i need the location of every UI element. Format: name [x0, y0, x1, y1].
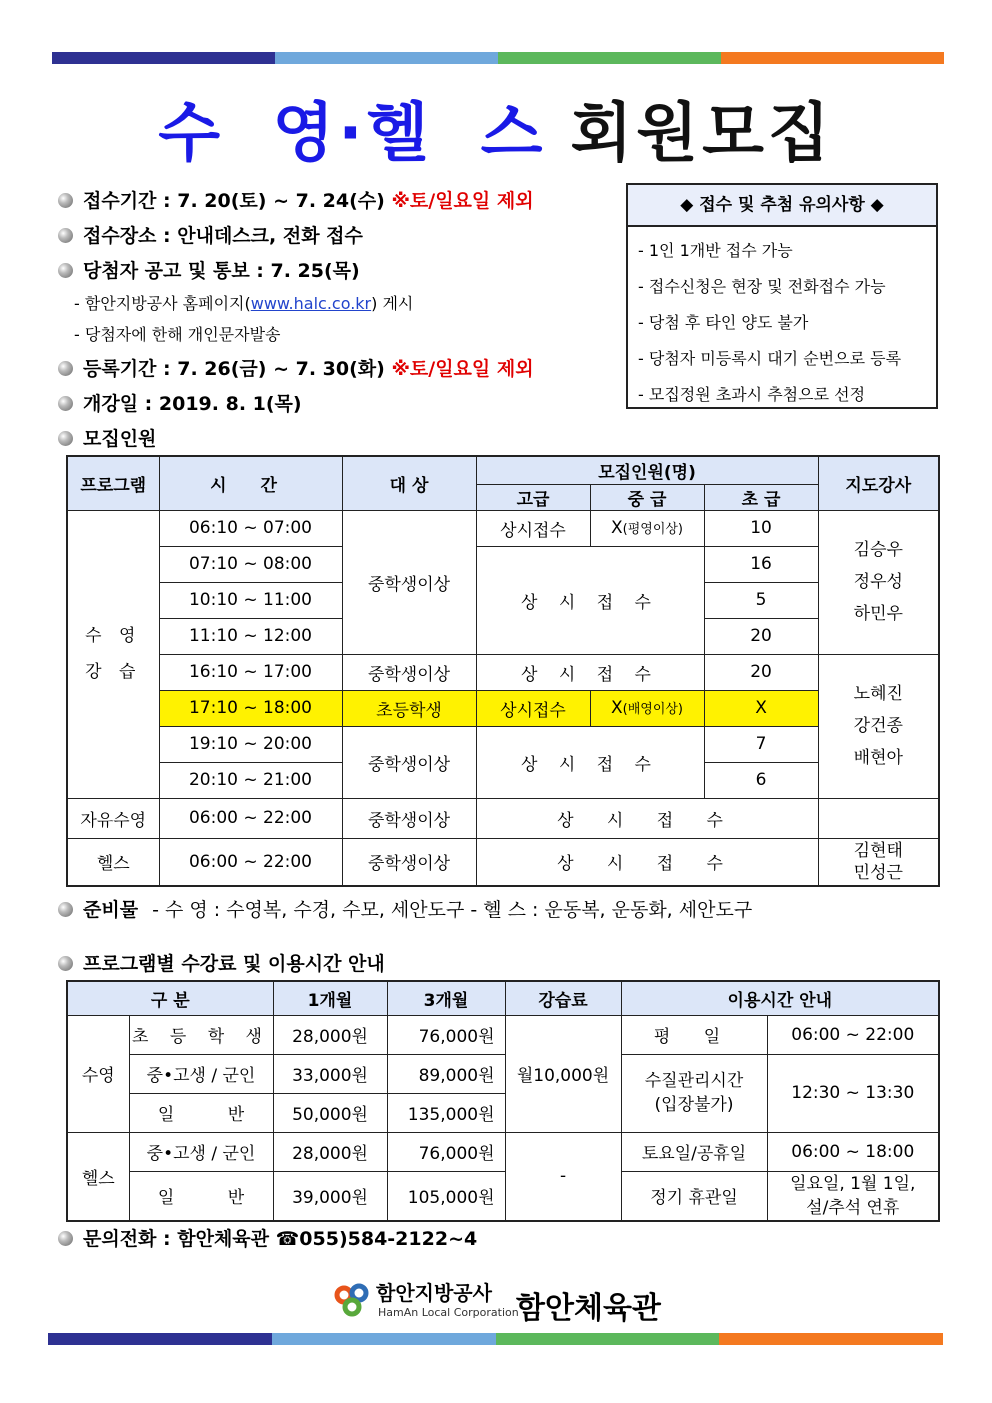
bullet-icon — [58, 263, 73, 278]
instructor-cell — [818, 798, 939, 838]
table-row — [67, 510, 939, 546]
table-row — [67, 1171, 939, 1221]
notice-item: - 당첨자 미등록시 대기 순번으로 등록 — [638, 349, 902, 368]
target-cell: 중학생이상 — [342, 838, 476, 886]
bullet-icon — [58, 396, 73, 411]
3month-cell: 105,000원 — [387, 1171, 505, 1221]
header-1month: 1개월 — [273, 981, 387, 1015]
header-program: 프로그램 — [67, 456, 159, 510]
supplies-line — [58, 895, 752, 922]
notice-item: - 모집정원 초과시 추첨으로 선정 — [638, 385, 866, 404]
homepage-link[interactable]: www.halc.co.kr — [250, 294, 372, 313]
header-instructor: 지도강사 — [818, 456, 939, 510]
title-recruitment: 회원모집 — [570, 97, 834, 171]
time-cell: 19:10 ~ 20:00 — [159, 726, 342, 762]
hours-value-cell: 06:00 ~ 18:00 — [767, 1132, 939, 1171]
instructor-cell: 노혜진 강건종 배현아 — [818, 654, 939, 798]
capacity-cell: 상 시 접 수 — [476, 838, 818, 886]
3month-cell: 76,000원 — [387, 1132, 505, 1171]
1month-cell: 39,000원 — [273, 1171, 387, 1221]
reception-place: 접수장소 : 안내데스크, 전화 접수 — [58, 221, 363, 248]
health-category-cell: 헬스 — [67, 1132, 129, 1221]
capacity-cell: 상 시 접 수 — [476, 654, 704, 690]
table-row — [67, 654, 939, 690]
header-category: 구 분 — [67, 981, 273, 1015]
lesson-fee-cell: - — [505, 1132, 621, 1221]
instructor-cell: 김승우 정우성 하민우 — [818, 510, 939, 654]
header-lesson-fee: 강습료 — [505, 981, 621, 1015]
target-cell: 중학생이상 — [342, 654, 476, 690]
header-advanced: 고급 — [476, 484, 590, 510]
capacity-cell: 상 시 접 수 — [476, 546, 704, 654]
beginner-cell: 10 — [704, 510, 818, 546]
page-title — [0, 82, 992, 174]
hours-label-cell: 평 일 — [621, 1015, 767, 1054]
beginner-cell: 20 — [704, 618, 818, 654]
3month-cell: 89,000원 — [387, 1054, 505, 1093]
recruit-heading: 모집인원 — [58, 424, 156, 451]
corporation-english-name: HamAn Local Corporation — [378, 1306, 519, 1319]
opening-day: 개강일 : 2019. 8. 1(목) — [58, 389, 302, 416]
who-cell: 중•고생 / 군인 — [129, 1132, 273, 1171]
time-cell: 11:10 ~ 12:00 — [159, 618, 342, 654]
intermediate-cell: X(평영이상) — [590, 510, 704, 546]
title-swim-health: 수 영·헬 스 — [158, 97, 547, 171]
who-cell: 일 반 — [129, 1093, 273, 1132]
notice-heading: ◆ 접수 및 추첨 유의사항 ◆ — [628, 185, 936, 227]
beginner-cell: 6 — [704, 762, 818, 798]
time-cell: 06:00 ~ 22:00 — [159, 798, 342, 838]
bullet-icon — [58, 228, 73, 243]
header-intermediate: 중 급 — [590, 484, 704, 510]
beginner-cell: X — [704, 690, 818, 726]
winner-sub-homepage: - 함안지방공사 홈페이지(www.halc.co.kr) 게시 — [74, 294, 414, 313]
bottom-color-bar — [48, 1333, 943, 1345]
3month-cell: 76,000원 — [387, 1015, 505, 1054]
1month-cell: 50,000원 — [273, 1093, 387, 1132]
header-capacity: 모집인원(명) — [476, 456, 818, 484]
program-cell: 자유수영 — [67, 798, 159, 838]
1month-cell: 28,000원 — [273, 1132, 387, 1171]
hours-value-cell: 일요일, 1월 1일, 설/추석 연휴 — [767, 1171, 939, 1221]
registration-note: ※토/일요일 제외 — [391, 358, 534, 380]
header-beginner: 초 급 — [704, 484, 818, 510]
table-row — [67, 726, 939, 762]
advanced-cell: 상시접수 — [476, 690, 590, 726]
target-cell: 중학생이상 — [342, 798, 476, 838]
hours-label-cell: 수질관리시간 (입장불가) — [621, 1054, 767, 1132]
header-target: 대 상 — [342, 456, 476, 510]
top-color-bar — [52, 52, 944, 64]
corporation-name: 함안지방공사 — [376, 1281, 492, 1305]
table-row — [67, 546, 939, 582]
reception-note: ※토/일요일 제외 — [391, 190, 534, 212]
notice-box — [626, 183, 938, 409]
instructor-cell: 김현태 민성근 — [818, 838, 939, 886]
gym-name: 함안체육관 — [516, 1291, 661, 1326]
time-cell: 06:00 ~ 22:00 — [159, 838, 342, 886]
registration-period: 등록기간 : 7. 26(금) ~ 7. 30(화) ※토/일요일 제외 — [58, 354, 534, 381]
target-cell: 초등학생 — [342, 690, 476, 726]
who-cell: 중•고생 / 군인 — [129, 1054, 273, 1093]
time-cell: 07:10 ~ 08:00 — [159, 546, 342, 582]
time-cell: 06:10 ~ 07:00 — [159, 510, 342, 546]
bullet-icon — [58, 193, 73, 208]
recruitment-table — [66, 455, 940, 887]
time-cell: 10:10 ~ 11:00 — [159, 582, 342, 618]
corporation-logo-icon — [332, 1281, 372, 1321]
reception-period: 접수기간 : 7. 20(토) ~ 7. 24(수) ※토/일요일 제외 — [58, 186, 534, 213]
table-row — [67, 798, 939, 838]
contact-line: 문의전화 : 함안체육관 ☎055)584-2122~4 — [58, 1224, 477, 1251]
supplies-label: 준비물 — [83, 899, 139, 921]
time-cell: 17:10 ~ 18:00 — [159, 690, 342, 726]
fee-table — [66, 980, 940, 1222]
beginner-cell: 20 — [704, 654, 818, 690]
hours-value-cell: 06:00 ~ 22:00 — [767, 1015, 939, 1054]
beginner-cell: 5 — [704, 582, 818, 618]
beginner-cell: 16 — [704, 546, 818, 582]
swim-category-cell: 수영 — [67, 1015, 129, 1132]
bullet-icon — [58, 431, 73, 446]
swim-lesson-cell: 수 영 강 습 — [67, 510, 159, 798]
table-row — [67, 1015, 939, 1054]
bullet-icon — [58, 1231, 73, 1246]
table-row — [67, 1054, 939, 1093]
fee-heading: 프로그램별 수강료 및 이용시간 안내 — [58, 949, 385, 976]
winner-notice: 당첨자 공고 및 통보 : 7. 25(목) — [58, 256, 360, 283]
header-hours: 이용시간 안내 — [621, 981, 939, 1015]
notice-item: - 1인 1개반 접수 가능 — [638, 241, 793, 260]
notice-list — [628, 227, 936, 413]
beginner-cell: 7 — [704, 726, 818, 762]
notice-item: - 접수신청은 현장 및 전화접수 가능 — [638, 277, 886, 296]
notice-item: - 당첨 후 타인 양도 불가 — [638, 313, 809, 332]
table-row — [67, 838, 939, 886]
advanced-cell: 상시접수 — [476, 510, 590, 546]
who-cell: 일 반 — [129, 1171, 273, 1221]
table-row — [67, 1132, 939, 1171]
winner-sub-sms: - 당첨자에 한해 개인문자발송 — [74, 325, 281, 344]
1month-cell: 28,000원 — [273, 1015, 387, 1054]
who-cell: 초 등 학 생 — [129, 1015, 273, 1054]
intermediate-cell: X(배영이상) — [590, 690, 704, 726]
hours-label-cell: 정기 휴관일 — [621, 1171, 767, 1221]
program-cell: 헬스 — [67, 838, 159, 886]
header-time: 시 간 — [159, 456, 342, 510]
bullet-icon — [58, 361, 73, 376]
header-3month: 3개월 — [387, 981, 505, 1015]
hours-label-cell: 토요일/공휴일 — [621, 1132, 767, 1171]
capacity-cell: 상 시 접 수 — [476, 726, 704, 798]
time-cell: 20:10 ~ 21:00 — [159, 762, 342, 798]
1month-cell: 33,000원 — [273, 1054, 387, 1093]
supplies-text: - 수 영 : 수영복, 수경, 수모, 세안도구 - 헬 스 : 운동복, 운동화, 세안도구 — [152, 899, 753, 921]
time-cell: 16:10 ~ 17:00 — [159, 654, 342, 690]
capacity-cell: 상 시 접 수 — [476, 798, 818, 838]
target-cell: 중학생이상 — [342, 726, 476, 798]
table-row-highlighted — [67, 690, 939, 726]
hours-value-cell: 12:30 ~ 13:30 — [767, 1054, 939, 1132]
target-cell: 중학생이상 — [342, 510, 476, 654]
bullet-icon — [58, 956, 73, 971]
lesson-fee-cell: 월10,000원 — [505, 1015, 621, 1132]
3month-cell: 135,000원 — [387, 1093, 505, 1132]
bullet-icon — [58, 902, 73, 917]
